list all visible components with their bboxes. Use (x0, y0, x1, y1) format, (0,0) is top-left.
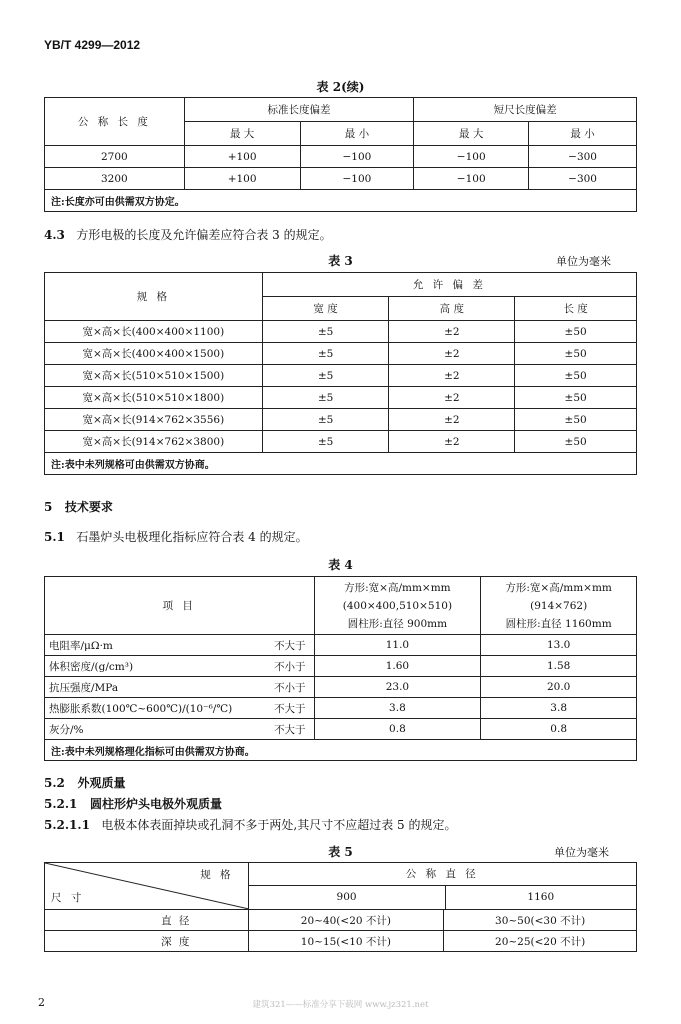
table-cell: ±2 (389, 431, 515, 453)
watermark: 建筑321——标准分享下载网 www.jz321.net (252, 1000, 429, 1010)
table-cell: ±50 (515, 321, 637, 343)
table-cell: 1.60 (314, 656, 481, 677)
table5-unit: 单位为毫米 (554, 846, 609, 859)
table5-col-1160: 1160 (527, 891, 555, 903)
table-cell: 宽×高×长(914×762×3800) (45, 431, 263, 453)
section-5-2-1-1 (44, 816, 456, 833)
table-cell: ±50 (515, 409, 637, 431)
table-cell: 20~25(<20 不计) (444, 931, 637, 952)
table5-header-nominal (248, 863, 636, 910)
table-cell: 3.8 (481, 698, 637, 719)
table-cell: ±5 (262, 321, 389, 343)
table-cell: 30~50(<30 不计) (444, 910, 637, 931)
section-title: 技术要求 (64, 500, 113, 514)
table-cell: −300 (529, 168, 637, 190)
table-cell: ±2 (389, 365, 515, 387)
table-row (45, 656, 637, 677)
table-row (45, 146, 637, 168)
table-cell: 宽×高×长(510×510×1800) (45, 387, 263, 409)
table-row (45, 365, 637, 387)
table5 (44, 862, 637, 952)
table-row (45, 719, 637, 740)
table2-header-nominal-length: 公 称 长 度 (45, 98, 185, 146)
table-row (45, 409, 637, 431)
table-cell: +100 (184, 146, 300, 168)
table5-col-900: 900 (249, 886, 446, 909)
table2-subheader: 最 大 (414, 122, 529, 146)
table-cell: 10~15(<10 不计) (248, 931, 444, 952)
table-cell: ±50 (515, 365, 637, 387)
table-row (45, 321, 637, 343)
table-cell: ±2 (389, 343, 515, 365)
table-row (45, 910, 637, 931)
table4 (44, 576, 637, 761)
table4-header-line: 方形:宽×高/mm×mm (344, 581, 451, 594)
table-cell: ±2 (389, 387, 515, 409)
table-cell: 不大于 (266, 635, 314, 656)
table5-caption: 表 5 (328, 845, 353, 859)
table-row (45, 387, 637, 409)
table-cell: 0.8 (481, 719, 637, 740)
table3-note: 注:表中未列规格可由供需双方协商。 (45, 453, 637, 475)
table-cell: ±50 (515, 343, 637, 365)
table-cell: −100 (414, 146, 529, 168)
table2-subheader: 最 大 (184, 122, 300, 146)
section-4-3 (44, 226, 332, 243)
section-title: 外观质量 (77, 776, 126, 790)
table-row (45, 343, 637, 365)
table-cell: 抗压强度/MPa (45, 677, 267, 698)
table-cell: 1.58 (481, 656, 637, 677)
table2-caption: 表 2(续) (316, 80, 365, 94)
table-cell: −100 (300, 168, 414, 190)
table3-header-spec: 规 格 (45, 273, 263, 321)
table2-subheader: 最 小 (529, 122, 637, 146)
section-5 (44, 498, 113, 515)
table-cell: ±5 (262, 387, 389, 409)
table-cell: ±5 (262, 343, 389, 365)
table5-header-size: 尺 寸 (51, 892, 85, 904)
table-cell: ±2 (389, 409, 515, 431)
table-cell: 体积密度/(g/cm³) (45, 656, 267, 677)
section-text: 方形电极的长度及允许偏差应符合表 3 的规定。 (76, 228, 332, 242)
table3-subheader: 长 度 (515, 297, 637, 321)
table-cell: 不小于 (266, 656, 314, 677)
table5-header-spec: 规 格 (200, 869, 234, 881)
table-cell: 宽×高×长(400×400×1500) (45, 343, 263, 365)
table5-corner-cell (45, 863, 249, 910)
section-number: 5.2.1 (44, 797, 78, 811)
table-cell: 宽×高×长(400×400×1100) (45, 321, 263, 343)
table-cell: 灰分/% (45, 719, 267, 740)
table5-header-nominal-label: 公 称 直 径 (249, 863, 636, 886)
table-cell: 宽×高×长(510×510×1500) (45, 365, 263, 387)
table-cell: 不大于 (266, 698, 314, 719)
table-cell: 3200 (45, 168, 185, 190)
table3 (44, 272, 637, 475)
table4-header-line: 圆柱形:直径 1160mm (505, 617, 612, 630)
table-cell: 直 径 (45, 910, 249, 931)
table-cell: −100 (414, 168, 529, 190)
table-row (45, 635, 637, 656)
table-row (45, 168, 637, 190)
standard-code: YB/T 4299—2012 (44, 38, 141, 52)
table4-header-col2 (481, 577, 637, 635)
table2 (44, 97, 637, 212)
table-row (45, 677, 637, 698)
table2-note: 注:长度亦可由供需双方协定。 (45, 190, 637, 212)
section-5-1 (44, 528, 308, 545)
table-cell: −300 (529, 146, 637, 168)
table-row (45, 698, 637, 719)
table-cell: −100 (300, 146, 414, 168)
table4-caption: 表 4 (328, 558, 353, 572)
table-cell: 电阻率/μΩ·m (45, 635, 267, 656)
table-cell: +100 (184, 168, 300, 190)
table-row (45, 431, 637, 453)
table-cell: 13.0 (481, 635, 637, 656)
table-cell: 不小于 (266, 677, 314, 698)
table3-subheader: 宽 度 (262, 297, 389, 321)
section-5-2-1 (44, 795, 222, 812)
table-cell: 宽×高×长(914×762×3556) (45, 409, 263, 431)
table-cell: 热膨胀系数(100℃~600℃)/(10⁻⁶/℃) (45, 698, 267, 719)
section-text: 石墨炉头电极理化指标应符合表 4 的规定。 (76, 530, 308, 544)
section-number: 5.1 (44, 530, 65, 544)
page-number: 2 (38, 996, 45, 1009)
table-cell: 20~40(<20 不计) (248, 910, 444, 931)
table3-unit: 单位为毫米 (556, 255, 611, 268)
table-cell: 不大于 (266, 719, 314, 740)
table2-subheader: 最 小 (300, 122, 414, 146)
table-cell: 3.8 (314, 698, 481, 719)
section-number: 5.2.1.1 (44, 818, 90, 832)
table-cell: 23.0 (314, 677, 481, 698)
table-cell: ±50 (515, 387, 637, 409)
section-text: 电极本体表面掉块或孔洞不多于两处,其尺寸不应超过表 5 的规定。 (101, 818, 457, 832)
table4-header-line: 圆柱形:直径 900mm (347, 617, 448, 630)
table4-header-col1 (314, 577, 481, 635)
table-cell: ±5 (262, 365, 389, 387)
table4-header-line: (400×400,510×510) (342, 599, 453, 612)
table2-header-short-dev: 短尺长度偏差 (414, 98, 637, 122)
table-cell: ±2 (389, 321, 515, 343)
table-cell: 深 度 (45, 931, 249, 952)
table-cell: ±50 (515, 431, 637, 453)
table-cell: 2700 (45, 146, 185, 168)
table-cell: 11.0 (314, 635, 481, 656)
table3-header-tolerance: 允 许 偏 差 (262, 273, 636, 297)
table-cell: ±5 (262, 409, 389, 431)
table-cell: 0.8 (314, 719, 481, 740)
section-number: 4.3 (44, 228, 65, 242)
table4-header-item: 项 目 (45, 577, 315, 635)
section-number: 5.2 (44, 776, 65, 790)
table4-note: 注:表中未列规格理化指标可由供需双方协商。 (45, 740, 637, 761)
table-row (45, 931, 637, 952)
section-number: 5 (44, 500, 53, 514)
table3-subheader: 高 度 (389, 297, 515, 321)
table4-header-line: (914×762) (530, 599, 588, 612)
table-cell: ±5 (262, 431, 389, 453)
table4-header-line: 方形:宽×高/mm×mm (505, 581, 612, 594)
table-cell: 20.0 (481, 677, 637, 698)
section-title: 圆柱形炉头电极外观质量 (89, 797, 222, 811)
table2-header-standard-dev: 标准长度偏差 (184, 98, 414, 122)
section-5-2 (44, 774, 125, 791)
table3-caption: 表 3 (328, 254, 353, 268)
